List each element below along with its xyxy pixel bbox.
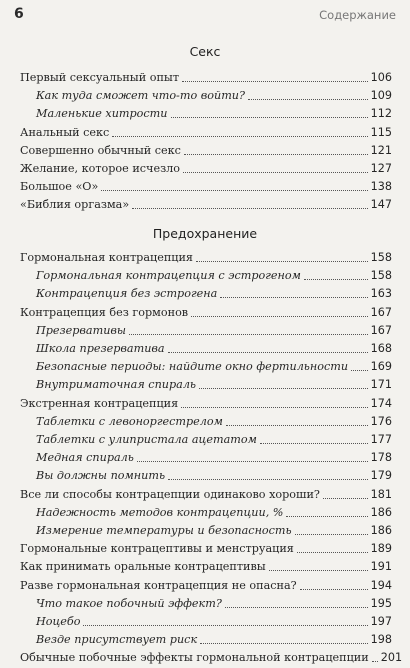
toc-entry — [36, 594, 392, 611]
running-title: Содержание — [319, 8, 396, 22]
dot-leader — [168, 352, 368, 353]
toc-entry-page: 179 — [370, 469, 392, 483]
toc-entry — [36, 86, 392, 103]
toc-entry — [36, 375, 392, 392]
toc-entry-page: 106 — [370, 71, 392, 84]
toc-entry-page: 168 — [370, 342, 392, 355]
dot-leader — [226, 425, 368, 426]
toc-entry — [36, 448, 392, 465]
toc-entry — [20, 576, 392, 593]
toc-entry-page: 195 — [370, 596, 392, 610]
dot-leader — [191, 316, 368, 317]
toc-entry — [36, 321, 392, 338]
dot-leader — [182, 81, 368, 82]
toc-entry-page: 201 — [380, 651, 403, 665]
dot-leader — [184, 154, 368, 155]
toc-entry-page: 169 — [370, 360, 392, 374]
toc-entry-title: Контрацепция без эстрогена — [36, 287, 218, 301]
toc-entry — [20, 303, 392, 320]
toc-entry-page: 177 — [370, 433, 392, 446]
dot-leader — [372, 661, 378, 662]
toc-entry-title: Желание, которое исчезло — [20, 162, 181, 175]
toc-entry-title: Медная спираль — [36, 451, 134, 465]
toc-entry — [20, 539, 392, 556]
toc-entry-title: Гормональные контрацептивы и менструация — [20, 542, 294, 556]
toc-entry — [36, 357, 392, 374]
toc-entry-title: Все ли способы контрацепции одинаково хороши? — [20, 487, 320, 501]
toc-entry — [20, 159, 392, 176]
dot-leader — [112, 136, 367, 137]
toc-entry — [36, 466, 392, 483]
dot-leader — [300, 589, 368, 590]
toc-entry-title: Таблетки с левоноргестрелом — [36, 414, 223, 428]
toc-entry — [36, 104, 392, 121]
toc-entry — [20, 485, 392, 502]
toc-entry-title: Надежность методов контрацепции, % — [36, 505, 284, 519]
toc-entry-title: «Библия оргазма» — [20, 198, 130, 212]
dot-leader — [220, 297, 367, 298]
toc-entry-page: 189 — [370, 542, 392, 556]
toc-entry-page: 181 — [370, 487, 392, 501]
toc-entry-page: 109 — [370, 89, 392, 103]
dot-leader — [248, 99, 368, 100]
toc-entry-title: Внутриматочная спираль — [36, 378, 197, 392]
toc-entry-title: Школа презерватива — [36, 342, 165, 355]
toc-entry — [20, 141, 392, 158]
toc-entry-page: 121 — [370, 143, 392, 157]
toc-entry-page: 167 — [370, 323, 392, 337]
dot-leader — [200, 643, 368, 644]
dot-leader — [168, 479, 368, 480]
toc-entry — [36, 339, 392, 356]
toc-entry-title: Совершенно обычный секс — [20, 143, 181, 157]
toc-entry-title: Анальный секс — [20, 125, 110, 139]
toc-entry-title: Гормональная контрацепция — [20, 251, 193, 264]
toc-entry — [36, 630, 392, 647]
toc-entry-page: 112 — [370, 107, 392, 121]
toc-entry-title: Обычные побочные эффекты гормональной контрацепции — [20, 651, 369, 665]
toc-entry-title: Гормональная контрацепция с эстрогеном — [36, 269, 301, 283]
toc-entry-title: Измерение температуры и безопасность — [36, 524, 292, 537]
toc-entry — [36, 430, 392, 447]
toc-entry-title: Везде присутствует риск — [36, 633, 198, 647]
toc-entry — [20, 177, 392, 194]
toc-entry-title: Как принимать оральные контрацептивы — [20, 560, 266, 574]
toc-entry-page: 163 — [370, 287, 392, 301]
toc-entry-title: Маленькие хитрости — [36, 107, 168, 121]
toc-entry-page: 171 — [370, 378, 392, 392]
toc-entry-page: 174 — [370, 396, 392, 410]
dot-leader — [83, 625, 367, 626]
toc-entry — [36, 521, 392, 538]
section-heading: Секс — [189, 44, 221, 59]
toc-entry-page: 147 — [370, 198, 392, 212]
toc-entry-title: Вы должны помнить — [36, 469, 166, 483]
toc-entry — [20, 68, 392, 85]
dot-leader — [183, 172, 368, 173]
section-heading: Предохранение — [152, 226, 258, 241]
toc-entry-title: Что такое побочный эффект? — [36, 596, 222, 610]
toc-entry-page: 158 — [370, 269, 392, 283]
dot-leader — [171, 117, 368, 118]
toc-entry-page: 186 — [370, 524, 392, 537]
toc-entry-page: 115 — [370, 125, 392, 139]
toc-entry-page: 158 — [370, 251, 392, 264]
dot-leader — [129, 334, 368, 335]
toc-entry-title: Экстренная контрацепция — [20, 396, 179, 410]
toc-entry — [20, 123, 392, 140]
dot-leader — [351, 370, 368, 371]
dot-leader — [137, 461, 368, 462]
dot-leader — [199, 388, 368, 389]
toc-entry-page: 176 — [370, 414, 392, 428]
toc-entry — [36, 266, 392, 283]
toc-entry — [20, 195, 392, 212]
dot-leader — [286, 516, 367, 517]
dot-leader — [101, 190, 367, 191]
toc-entry — [36, 284, 392, 301]
toc-entry-page: 198 — [370, 633, 392, 647]
page-number: 6 — [14, 6, 24, 22]
toc-entry-page: 186 — [370, 505, 392, 519]
toc-entry-title: Безопасные периоды: найдите окно фертильности — [36, 360, 349, 374]
toc-entry-title: Презервативы — [36, 323, 127, 337]
dot-leader — [295, 534, 368, 535]
dot-leader — [260, 443, 368, 444]
dot-leader — [304, 279, 368, 280]
toc-entry-title: Разве гормональная контрацепция не опасна? — [20, 578, 297, 592]
toc-entry-page: 191 — [370, 560, 392, 574]
toc-entry — [36, 612, 392, 629]
toc-entry-title: Первый сексуальный опыт — [20, 71, 180, 84]
dot-leader — [269, 570, 368, 571]
dot-leader — [297, 552, 368, 553]
toc-entry-page: 138 — [370, 180, 392, 194]
toc-entry-page: 197 — [370, 615, 392, 628]
dot-leader — [323, 498, 368, 499]
dot-leader — [196, 261, 368, 262]
dot-leader — [225, 607, 368, 608]
toc-entry — [20, 248, 392, 265]
dot-leader — [181, 407, 367, 408]
toc-entry — [36, 503, 392, 520]
toc-entry-page: 178 — [370, 451, 392, 465]
toc-entry-title: Таблетки с улипристала ацетатом — [36, 433, 257, 446]
toc-entry-page: 127 — [370, 162, 392, 175]
toc-entry-title: Большое «О» — [20, 180, 99, 194]
toc-entry-page: 194 — [370, 578, 392, 592]
toc-entry-title: Как туда сможет что-то войти? — [36, 89, 246, 103]
dot-leader — [132, 208, 367, 209]
toc-entry — [20, 557, 392, 574]
toc-entry-title: Ноцебо — [36, 615, 81, 628]
toc-entry-title: Контрацепция без гормонов — [20, 305, 189, 319]
toc-entry — [20, 394, 392, 411]
toc-entry — [36, 412, 392, 429]
toc-entry — [20, 648, 403, 665]
toc-entry-page: 167 — [370, 305, 392, 319]
